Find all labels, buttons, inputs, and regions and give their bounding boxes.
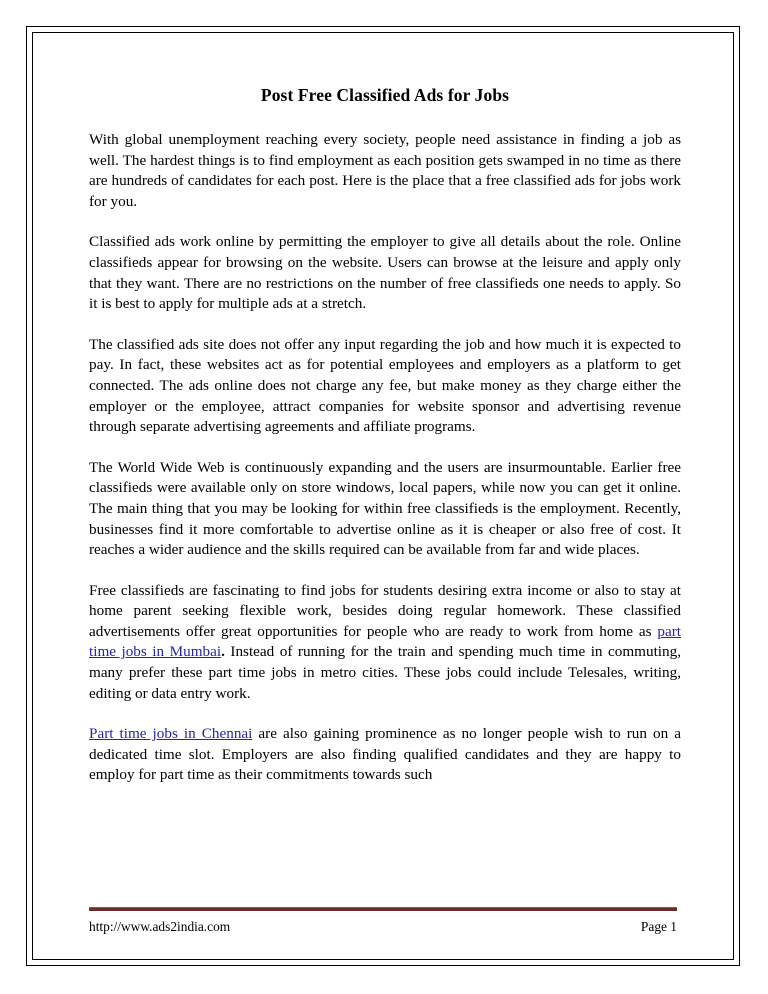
- footer-row: [89, 918, 677, 935]
- paragraph-2: Classified ads work online by permitting the employer to give all details about the role. Online classifieds appear for browsing on the website. Users can browse at the leisure and apply only that they want. There are no restrictions on the number of free classifieds one needs to apply. So it is best to apply for multiple ads at a stretch.: [89, 233, 681, 313]
- document-content: [89, 85, 681, 786]
- footer-divider: [89, 907, 677, 911]
- paragraph-1: With global unemployment reaching every society, people need assistance in finding a job as well. The hardest things is to find employment as each position gets swamped in no time as there are hundreds of candidates for each post. Here is the place that a free classified ads for jobs work for you.: [89, 131, 681, 210]
- page-footer: [89, 907, 677, 935]
- footer-site-url: http://www.ads2india.com: [89, 919, 231, 934]
- paragraph-6-text-after-link: are also gaining prominence as no longer people wish to run on a dedicated time slot. Employers are also finding qualified candidates and they are happy to employ for part time as their commitments towards such: [89, 725, 682, 784]
- paragraph-5-bold-period: .: [221, 643, 225, 661]
- page-title: Post Free Classified Ads for Jobs: [260, 85, 510, 105]
- link-part-time-jobs-in-chennai[interactable]: Part time jobs in Chennai: [89, 725, 253, 743]
- paragraph-5: [89, 581, 681, 705]
- footer-page-number: Page 1: [640, 919, 677, 934]
- paragraph-5-text-after-link: Instead of running for the train and spending much time in commuting, many prefer these part time jobs in metro cities. These jobs could include Telesales, writing, editing or data entry work.: [89, 643, 681, 702]
- link-part-time-jobs-in-mumbai[interactable]: part time jobs in Mumbai: [89, 622, 681, 661]
- paragraph-6: [89, 724, 681, 786]
- paragraph-4: The World Wide Web is continuously expanding and the users are insurmountable. Earlier free classifieds were available only on store windows, local papers, while now you can get it online. The main thing that you may be looking for within free classifieds is the employment. Recently, businesses find it more comfortable to advertise online as it is cheaper or also free of cost. It reaches a wider audience and the skills required can be available from far and wide places.: [89, 458, 681, 559]
- paragraph-5-text-before-link: Free classifieds are fascinating to find jobs for students desiring extra income or also to stay at home parent seeking flexible work, besides doing regular homework. These classified advertisements offer great opportunities for people who are ready to work from home as: [89, 581, 681, 640]
- page-inner-border: [32, 32, 734, 960]
- page-outer-border: [26, 26, 740, 966]
- paragraph-3: The classified ads site does not offer any input regarding the job and how much it is expected to pay. In fact, these websites act as for potential employees and employers as a platform to get connected. The ads online does not charge any fee, but make money as they charge either the employer or the employee, attract companies for website sponsor and advertising revenue through separate advertising agreements and affiliate programs.: [89, 335, 681, 436]
